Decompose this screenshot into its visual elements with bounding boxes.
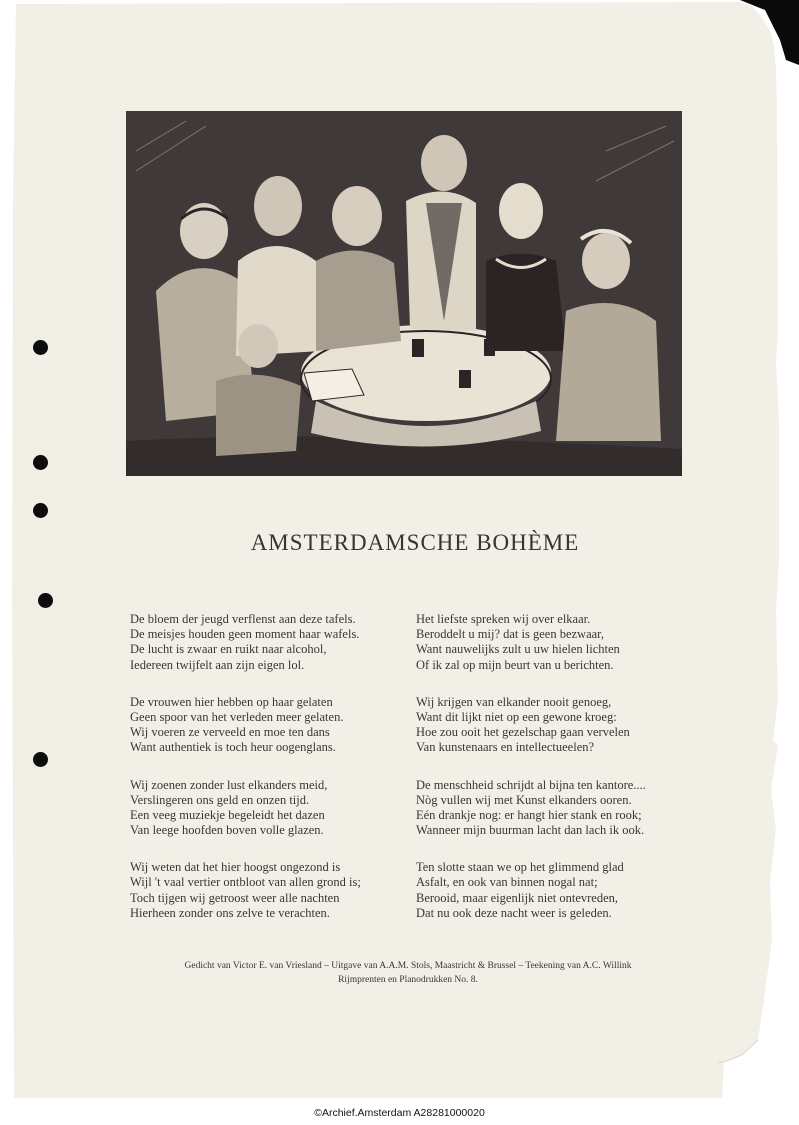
poem-line: Nòg vullen wij met Kunst elkanders ooren. xyxy=(416,792,632,807)
punch-hole xyxy=(38,593,53,608)
poem-line: Berooid, maar eigenlijk niet ontevreden, xyxy=(416,890,619,905)
poem-line: Wij weten dat het hier hoogst ongezond is xyxy=(130,860,341,875)
poem-line: Want nauwelijks zult u uw hielen lichten xyxy=(416,642,620,657)
poem-line: Asfalt, en ook van binnen nogal nat; xyxy=(416,875,598,890)
series-credit: Rijmprenten en Planodrukken No. 8. xyxy=(338,975,478,985)
stanza xyxy=(416,612,716,673)
stanza xyxy=(416,778,716,839)
poem-line: Wij voeren ze verveeld en moe ten dans xyxy=(130,725,330,740)
poem-line: Verslingeren ons geld en onzen tijd. xyxy=(130,792,310,807)
punch-hole xyxy=(33,503,48,518)
poem-line: Wij krijgen van elkander nooit genoeg, xyxy=(416,694,612,709)
poem-line: Toch tijgen wij getroost weer alle nachten xyxy=(130,890,340,905)
publication-credit: Gedicht van Victor E. van Vriesland – Uitgave van A.A.M. Stols, Maastricht & Brussel – Teekening van A.C. Willink xyxy=(184,961,632,971)
poem-line: Ten slotte staan we op het glimmend glad xyxy=(416,860,624,875)
punch-hole xyxy=(33,752,48,767)
woodcut-illustration xyxy=(126,111,682,476)
poem-line: Want dit lijkt niet op een gewone kroeg: xyxy=(416,709,617,724)
poem-line: Of ik zal op mijn beurt van u berichten. xyxy=(416,657,614,672)
stanza xyxy=(416,860,716,921)
poem-line: Het liefste spreken wij over elkaar. xyxy=(416,612,591,626)
poem-line: De bloem der jeugd verflenst aan deze tafels. xyxy=(130,612,356,626)
poem-line: Eén drankje nog: er hangt hier stank en rook; xyxy=(416,807,642,822)
poem-line: Wanneer mijn buurman lacht dan lach ik ook. xyxy=(416,823,645,838)
poem-line: Van leege hoofden boven volle glazen. xyxy=(130,823,324,838)
poem-line: Iedereen twijfelt aan zijn eigen lol. xyxy=(130,657,305,672)
poem-line: Wij zoenen zonder lust elkanders meid, xyxy=(130,777,328,792)
poem-line: De meisjes houden geen moment haar wafels. xyxy=(130,627,360,642)
punch-hole xyxy=(33,340,48,355)
poem-column-left xyxy=(130,612,430,943)
poem-line: Een veeg muziekje begeleidt het dazen xyxy=(130,807,325,822)
poem-line: De menschheid schrijdt al bijna ten kantore.... xyxy=(416,777,646,792)
stanza xyxy=(130,860,430,921)
poem-line: Hoe zou ooit het gezelschap gaan vervelen xyxy=(416,725,630,740)
poem-line: Dat nu ook deze nacht weer is geleden. xyxy=(416,905,612,920)
poem-line: Van kunstenaars en intellectueelen? xyxy=(416,740,595,755)
punch-hole xyxy=(33,455,48,470)
poem-line: De vrouwen hier hebben op haar gelaten xyxy=(130,694,333,709)
stanza xyxy=(130,778,430,839)
poem-line: De lucht is zwaar en ruikt naar alcohol, xyxy=(130,642,327,657)
archive-label: ©Archief.Amsterdam A28281000020 xyxy=(314,1107,485,1119)
poem-line: Geen spoor van het verleden meer gelaten. xyxy=(130,709,344,724)
poem-column-right xyxy=(416,612,716,943)
poem-line: Wijl 't vaal vertier ontbloot van allen grond is; xyxy=(130,875,361,890)
poem-line: Hierheen zonder ons zelve te verachten. xyxy=(130,905,330,920)
poem-title: AMSTERDAMSCHE BOHÈME xyxy=(250,530,580,555)
stanza xyxy=(130,695,430,756)
stanza xyxy=(130,612,430,673)
poem-line: Want authentiek is toch heur oogenglans. xyxy=(130,740,336,755)
stanza xyxy=(416,695,716,756)
cafe-scene-image xyxy=(126,111,682,476)
poem-line: Beroddelt u mij? dat is geen bezwaar, xyxy=(416,627,604,642)
